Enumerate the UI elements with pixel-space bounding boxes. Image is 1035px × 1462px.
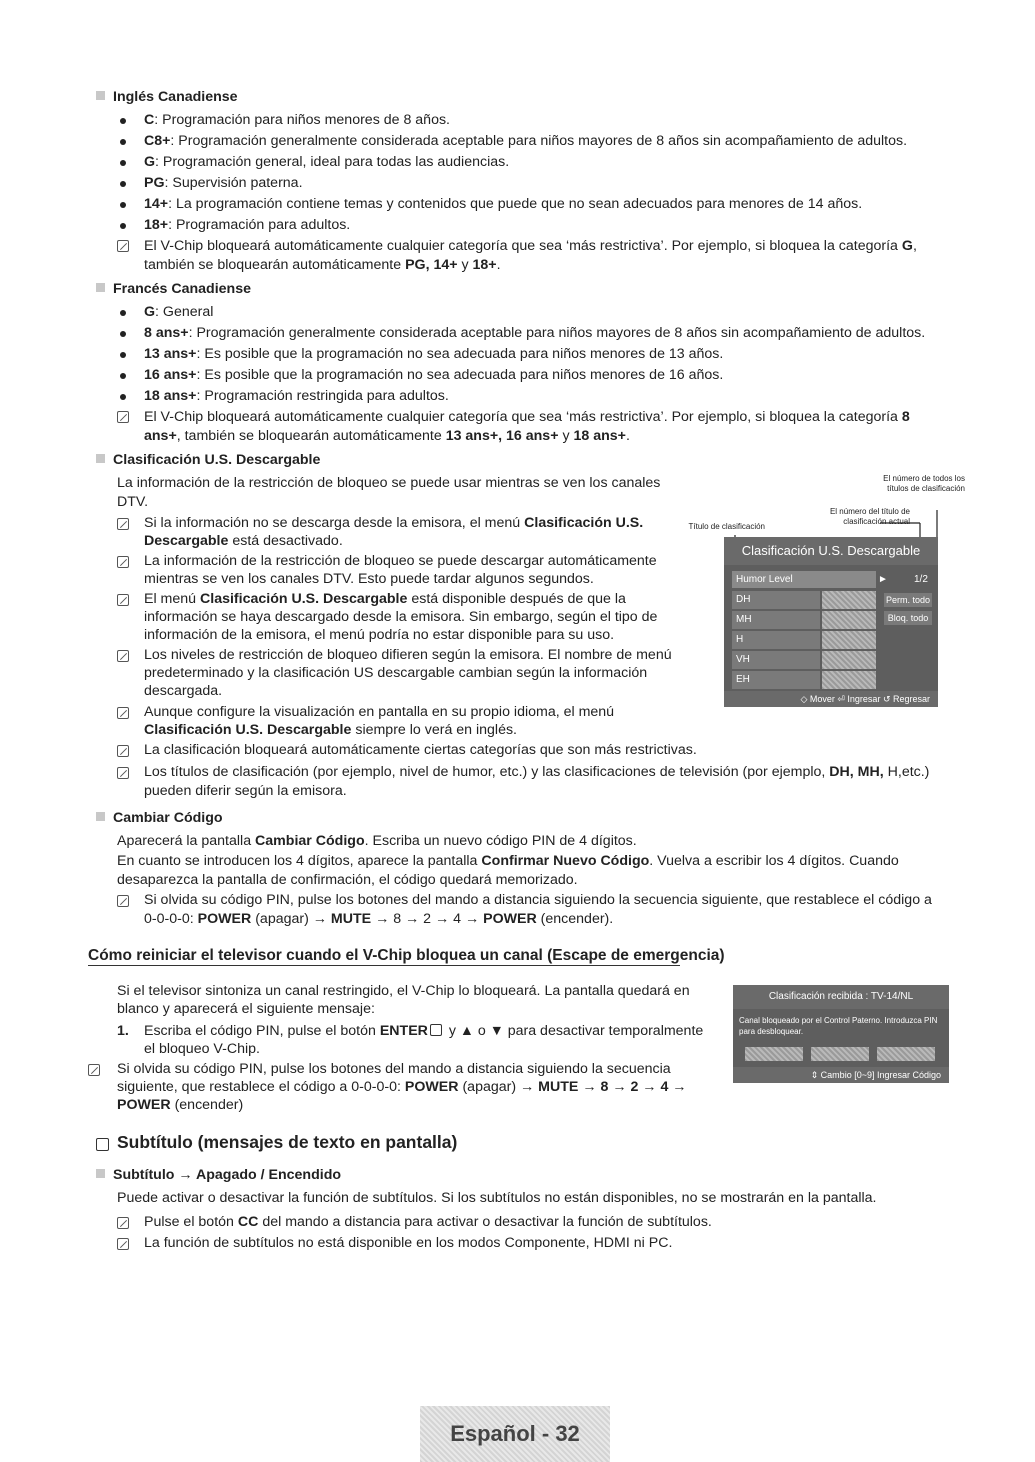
note-icon	[117, 650, 129, 662]
step-text: Escriba el código PIN, pulse el botón ENTER y ▲ o ▼ para desactivar temporalmente	[144, 1023, 704, 1039]
list-item: PG: Supervisión paterna.	[144, 175, 303, 191]
blocked-message: Canal bloqueado por el Control Paterno. Introduzca PIN para desbloquear.	[739, 1016, 938, 1036]
note-icon	[88, 1064, 100, 1076]
note-text: Si la información no se descarga desde la emisora, el menú Clasificación U.S.	[144, 515, 644, 531]
list-item: C8+: Programación generalmente considerada aceptable para niños mayores de 8 años sin acompañamiento de adultos.	[144, 133, 908, 149]
page-number: Español - 32	[420, 1406, 610, 1462]
rating-row-label: VH	[732, 651, 820, 669]
note-text: La función de subtítulos no está disponible en los modos Componente, HDMI ni PC.	[144, 1235, 673, 1251]
title-underline	[88, 965, 680, 966]
bullet-icon	[120, 352, 126, 358]
note-icon	[117, 240, 129, 252]
enter-icon	[430, 1024, 442, 1036]
note-text: información se haya descargado desde la emisora. Sin embargo, según el tipo de	[144, 609, 658, 625]
list-item: 14+: La programación contiene temas y contenidos que puede que no sean adecuados para menores de 14 años.	[144, 196, 863, 212]
section-heading-cambiar: Cambiar Código	[96, 809, 223, 827]
bullet-icon	[120, 118, 126, 124]
note-icon	[117, 745, 129, 757]
section-heading-frances: Francés Canadiense	[96, 280, 251, 298]
note-text: El menú Clasificación U.S. Descargable está disponible después de que la	[144, 591, 626, 607]
rating-row-label: DH	[732, 591, 820, 609]
note-text: siguiente, que restablece el código a 0-0-0-0: POWER (apagar) → MUTE → 8 → 2 → 4 →	[117, 1079, 687, 1095]
note-text: El V-Chip bloqueará automáticamente cualquier categoría que sea ‘más restrictiva’. Por ejemplo, si bloquea la categoría 8	[144, 409, 910, 425]
rating-row-lock-cell[interactable]	[822, 671, 876, 689]
title-count: 1/2	[914, 574, 928, 585]
square-bullet-icon	[96, 1169, 105, 1178]
note-text: información de la emisora, el menú podría no estar disponible para su uso.	[144, 627, 615, 643]
list-item: C: Programación para niños menores de 8 años.	[144, 112, 450, 128]
bullet-icon	[120, 139, 126, 145]
paragraph: Aparecerá la pantalla Cambiar Código. Escriba un nuevo código PIN de 4 dígitos.	[117, 833, 637, 849]
bullet-icon	[120, 373, 126, 379]
list-item: G: Programación general, ideal para todas las audiencias.	[144, 154, 510, 170]
remote-note-icon	[117, 1217, 129, 1229]
rating-row-lock-cell[interactable]	[822, 611, 876, 629]
note-text: Si olvida su código PIN, pulse los botones del mando a distancia siguiendo la secuencia siguiente, que restablece el código a	[144, 892, 932, 908]
arrow-right-icon[interactable]: ►	[878, 574, 888, 585]
note-icon	[117, 411, 129, 423]
note-text: predeterminado y la clasificación US descargable cambian según la información	[144, 665, 648, 681]
humor-level-selector[interactable]: Humor Level	[732, 571, 876, 588]
note-text: mientras se ven los canales DTV. Esto puede tardar algunos segundos.	[144, 571, 594, 587]
square-bullet-icon	[96, 91, 105, 100]
paragraph: DTV.	[117, 494, 149, 510]
rating-row-label: MH	[732, 611, 820, 629]
note-text: Descargable está desactivado.	[144, 533, 343, 549]
section-heading-clasificacion: Clasificación U.S. Descargable	[96, 451, 320, 469]
list-item: 8 ans+: Programación generalmente considerada aceptable para niños mayores de 8 años sin acompañamiento de adultos.	[144, 325, 926, 341]
diagram-label-current: El número del título de clasificación actual	[829, 507, 910, 526]
note-text: Los títulos de clasificación (por ejemplo, nivel de humor, etc.) y las clasificaciones de televisión (por ejemplo, DH, MH, H,etc.)	[144, 764, 930, 780]
list-item: 16 ans+: Es posible que la programación no sea adecuada para niños menores de 16 años.	[144, 367, 724, 383]
bullet-icon	[120, 331, 126, 337]
note-text: descargada.	[144, 683, 223, 699]
square-bullet-icon	[96, 454, 105, 463]
list-item: 18+: Programación para adultos.	[144, 217, 351, 233]
paragraph: blanco y aparecerá el siguiente mensaje:	[117, 1001, 375, 1017]
tv-screen-clasificacion	[724, 537, 938, 707]
tv-screen-blocked	[733, 985, 949, 1083]
note-icon	[117, 518, 129, 530]
rating-row-lock-cell[interactable]	[822, 631, 876, 649]
section-heading-ingles: Inglés Canadiense	[96, 88, 238, 106]
note-text: también se bloquearán automáticamente PG, 14+ y 18+.	[144, 257, 501, 273]
section-title-reiniciar: Cómo reiniciar el televisor cuando el V-Chip bloquea un canal (Escape de emergencia)	[88, 947, 725, 964]
note-text: Pulse el botón CC del mando a distancia para activar o desactivar la función de subtítulos.	[144, 1214, 712, 1230]
note-icon	[117, 895, 129, 907]
bullet-icon	[120, 394, 126, 400]
tv-screen-header: Clasificación U.S. Descargable	[724, 537, 938, 565]
note-text: Si olvida su código PIN, pulse los botones del mando a distancia siguiendo la secuencia	[117, 1061, 671, 1077]
note-icon	[117, 767, 129, 779]
allow-all-button[interactable]: Perm. todo	[885, 595, 931, 605]
note-text: La información de la restricción de bloqueo se puede descargar automáticamente	[144, 553, 657, 569]
note-text: La clasificación bloqueará automáticamente ciertas categorías que son más restrictivas.	[144, 742, 697, 758]
note-text: Aunque configure la visualización en pantalla en su propio idioma, el menú	[144, 704, 615, 720]
section-title-subtitulo: Subtítulo (mensajes de texto en pantalla)	[117, 1132, 458, 1152]
note-text: ans+, también se bloquearán automáticamente 13 ans+, 16 ans+ y 18 ans+.	[144, 428, 630, 444]
checkbox-square-icon	[96, 1138, 109, 1151]
rating-row-label: EH	[732, 671, 820, 689]
paragraph: En cuanto se introducen los 4 dígitos, aparece la pantalla Confirmar Nuevo Código. Vuelva a escribir los 4 dígitos. Cuando	[117, 853, 899, 869]
section-heading-subtitulo: Subtítulo → Apagado / Encendido	[96, 1166, 341, 1184]
paragraph: Puede activar o desactivar la función de subtítulos. Si los subtítulos no están disponibles, no se mostrarán en la pantalla.	[117, 1190, 877, 1206]
rating-row-label: H	[732, 631, 820, 649]
block-all-button[interactable]: Bloq. todo	[884, 611, 932, 625]
rating-row-lock-cell[interactable]	[822, 651, 876, 669]
paragraph: La información de la restricción de bloqueo se puede usar mientras se ven los canales	[117, 475, 661, 491]
bullet-icon	[120, 160, 126, 166]
note-icon	[117, 1238, 129, 1250]
note-text: El V-Chip bloqueará automáticamente cualquier categoría que sea ‘más restrictiva’. Por ejemplo, si bloquea la categoría G,	[144, 238, 917, 254]
square-bullet-icon	[96, 812, 105, 821]
tv-screen-header: Clasificación recibida : TV-14/NL	[733, 985, 949, 1009]
tv-screen-footer: ⇕ Cambio [0~9] Ingresar Código	[733, 1067, 949, 1083]
diagram-label-total: El número de todos los títulos de clasificación	[883, 474, 965, 493]
bullet-icon	[120, 181, 126, 187]
note-text: Los niveles de restricción de bloqueo difieren según la emisora. El nombre de menú	[144, 647, 672, 663]
note-text: 0-0-0-0: POWER (apagar) → MUTE → 8 → 2 → 4 → POWER (encender).	[144, 911, 614, 927]
note-text: Clasificación U.S. Descargable siempre lo verá en inglés.	[144, 722, 518, 738]
list-item: 18 ans+: Programación restringida para adultos.	[144, 388, 449, 404]
step-number: 1.	[117, 1023, 129, 1039]
note-icon	[117, 707, 129, 719]
square-bullet-icon	[96, 283, 105, 292]
list-item: 13 ans+: Es posible que la programación no sea adecuada para niños menores de 13 años.	[144, 346, 724, 362]
rating-row-lock-cell[interactable]	[822, 591, 876, 609]
paragraph: desaparezca la pantalla de confirmación, el código quedará memorizado.	[117, 872, 578, 888]
pin-digit-field[interactable]	[745, 1047, 803, 1061]
note-icon	[117, 556, 129, 568]
bullet-icon	[120, 223, 126, 229]
bullet-icon	[120, 202, 126, 208]
tv-screen-footer: ◇ Mover ⏎ Ingresar ↺ Regresar	[724, 691, 938, 707]
note-text: pueden diferir según la emisora.	[144, 783, 347, 799]
pin-digit-field[interactable]	[811, 1047, 869, 1061]
diagram-label-title: Título de clasificación	[688, 522, 765, 531]
note-text: POWER (encender)	[117, 1097, 244, 1113]
pin-digit-field[interactable]	[877, 1047, 935, 1061]
note-icon	[117, 594, 129, 606]
paragraph: Si el televisor sintoniza un canal restringido, el V-Chip lo bloqueará. La pantalla quedará en	[117, 983, 690, 999]
step-text: el bloqueo V-Chip.	[144, 1041, 260, 1057]
bullet-icon	[120, 310, 126, 316]
list-item: G: General	[144, 304, 214, 320]
